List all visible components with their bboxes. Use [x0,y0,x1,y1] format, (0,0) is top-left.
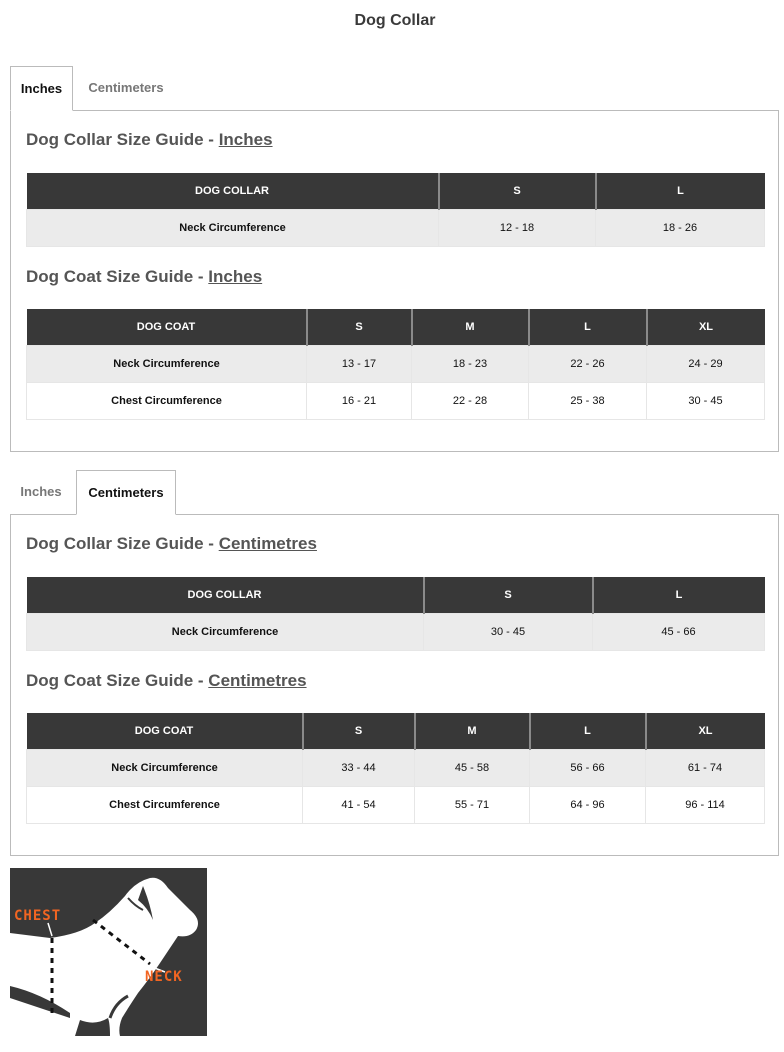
neck-label: NECK [145,969,183,985]
table-cell: 18 - 26 [596,209,765,246]
section-title-text: Dog Collar Size Guide - [26,534,219,553]
unit-tabs [10,66,779,110]
collar-size-table [26,577,765,651]
table-cell: 61 - 74 [646,749,765,786]
table-cell: 96 - 114 [646,786,765,823]
section-title-text: Dog Coat Size Guide - [26,671,209,690]
row-label: Neck Circumference [27,345,307,382]
table-cell: 33 - 44 [303,749,415,786]
column-header: S [303,713,415,749]
table-header-row [27,713,765,749]
collar-section-title [26,130,273,150]
tab-inches[interactable]: Inches [10,66,73,111]
column-header: S [439,173,596,209]
unit-link[interactable]: Inches [208,267,263,286]
table-header-row [27,309,765,345]
column-header: L [596,173,765,209]
table-row [27,209,765,246]
table-cell: 64 - 96 [530,786,646,823]
table-cell: 55 - 71 [415,786,530,823]
section-title-text: Dog Coat Size Guide - [26,267,209,286]
table-cell: 16 - 21 [307,382,412,419]
column-header: XL [647,309,765,345]
coat-size-table [26,309,765,420]
column-header: L [530,713,646,749]
tab-inches[interactable]: Inches [20,484,62,499]
coat-section-title [26,671,307,691]
column-header: DOG COAT [27,713,303,749]
table-row [27,749,765,786]
section-title-text: Dog Collar Size Guide - [26,130,219,149]
unit-link[interactable]: Centimetres [208,671,307,690]
unit-tabs [10,470,779,514]
collar-size-table [26,173,765,247]
table-row [27,786,765,823]
column-header: DOG COAT [27,309,307,345]
unit-link[interactable]: Inches [218,130,273,149]
row-label: Neck Circumference [27,209,439,246]
table-row [27,382,765,419]
row-label: Chest Circumference [27,786,303,823]
row-label: Chest Circumference [27,382,307,419]
table-row [27,345,765,382]
column-header: S [307,309,412,345]
tab-panel-centimeters [10,514,779,856]
coat-size-table [26,713,765,824]
size-guide-tabset-centimeters [10,470,779,856]
tab-centimeters[interactable]: Centimeters [76,470,176,515]
table-cell: 45 - 66 [593,613,765,650]
chest-label: CHEST [14,908,62,924]
dog-silhouette-icon [10,868,207,1036]
table-cell: 30 - 45 [424,613,593,650]
table-header-row [27,577,765,613]
table-header-row [27,173,765,209]
column-header: DOG COLLAR [27,173,439,209]
table-cell: 24 - 29 [647,345,765,382]
row-label: Neck Circumference [27,613,424,650]
dog-measurement-diagram [10,868,207,1036]
row-label: Neck Circumference [27,749,303,786]
column-header: M [412,309,529,345]
column-header: XL [646,713,765,749]
table-cell: 25 - 38 [529,382,647,419]
size-guide-tabset-inches [10,66,779,452]
table-cell: 12 - 18 [439,209,596,246]
table-row [27,613,765,650]
table-cell: 30 - 45 [647,382,765,419]
column-header: S [424,577,593,613]
table-cell: 22 - 26 [529,345,647,382]
tab-panel-inches [10,110,779,452]
table-cell: 22 - 28 [412,382,529,419]
table-cell: 18 - 23 [412,345,529,382]
page-title: Dog Collar [354,12,436,29]
table-cell: 41 - 54 [303,786,415,823]
table-cell: 45 - 58 [415,749,530,786]
column-header: L [593,577,765,613]
column-header: DOG COLLAR [27,577,424,613]
coat-section-title [26,267,262,287]
table-cell: 13 - 17 [307,345,412,382]
column-header: L [529,309,647,345]
tab-centimeters[interactable]: Centimeters [88,80,164,95]
table-cell: 56 - 66 [530,749,646,786]
column-header: M [415,713,530,749]
collar-section-title [26,534,317,554]
unit-link[interactable]: Centimetres [218,534,317,553]
